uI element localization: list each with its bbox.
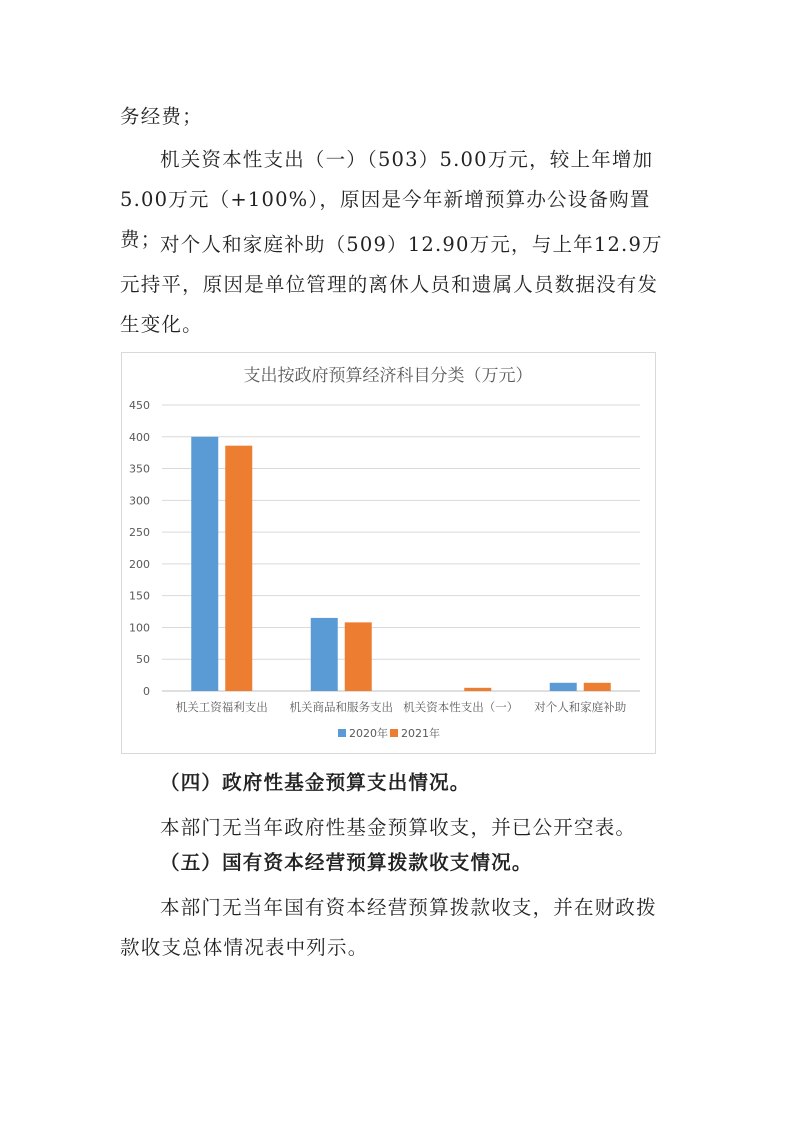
paragraph-state-capital: 本部门无当年国有资本经营预算拨款收支，并在财政拨款收支总体情况表中列示。 xyxy=(120,896,657,959)
legend-label: 2020年 xyxy=(349,727,388,740)
bar xyxy=(464,688,491,691)
chart-svg xyxy=(122,353,655,753)
legend-swatch xyxy=(338,729,346,737)
legend-swatch xyxy=(390,729,398,737)
y-tick-label: 200 xyxy=(129,557,150,571)
bar xyxy=(345,622,372,691)
x-category-label: 机关商品和服务支出 xyxy=(289,700,393,714)
bar xyxy=(550,683,577,691)
paragraph-household-subsidy: 对个人和家庭补助（509）12.90万元，与上年12.9万元持平，原因是单位管理的离休人员和遗属人员数据没有发生变化。 xyxy=(120,233,663,336)
expenditure-chart xyxy=(121,352,656,754)
x-category-label: 机关资本性支出（一） xyxy=(403,700,519,714)
y-tick-label: 150 xyxy=(129,589,150,603)
bar xyxy=(311,618,338,691)
y-tick-label: 300 xyxy=(129,494,150,508)
y-tick-label: 350 xyxy=(129,462,150,476)
legend-label: 2021年 xyxy=(401,727,440,740)
y-tick-label: 50 xyxy=(136,653,150,667)
bar xyxy=(191,437,218,691)
y-tick-label: 400 xyxy=(129,430,150,444)
bar xyxy=(225,446,252,691)
y-tick-label: 0 xyxy=(143,685,150,698)
x-category-label: 对个人和家庭补助 xyxy=(534,700,627,714)
paragraph-continued: 务经费； xyxy=(120,105,203,128)
section-heading-4: （四）政府性基金预算支出情况。 xyxy=(160,771,471,794)
y-tick-label: 250 xyxy=(129,526,150,540)
section-heading-5: （五）国有资本经营预算拨款收支情况。 xyxy=(160,851,533,874)
chart-title: 支出按政府预算经济科目分类（万元） xyxy=(243,366,533,386)
y-tick-label: 100 xyxy=(129,621,150,635)
y-tick-label: 450 xyxy=(129,399,150,412)
bar xyxy=(584,683,611,691)
paragraph-fund-budget: 本部门无当年政府性基金预算收支，并已公开空表。 xyxy=(160,816,637,839)
x-category-label: 机关工资福利支出 xyxy=(175,700,268,714)
paragraph-capital-expenditure: 机关资本性支出（一）（503）5.00万元，较上年增加5.00万元（+100%），原因是今年新增预算办公设备购置费； xyxy=(120,148,654,251)
